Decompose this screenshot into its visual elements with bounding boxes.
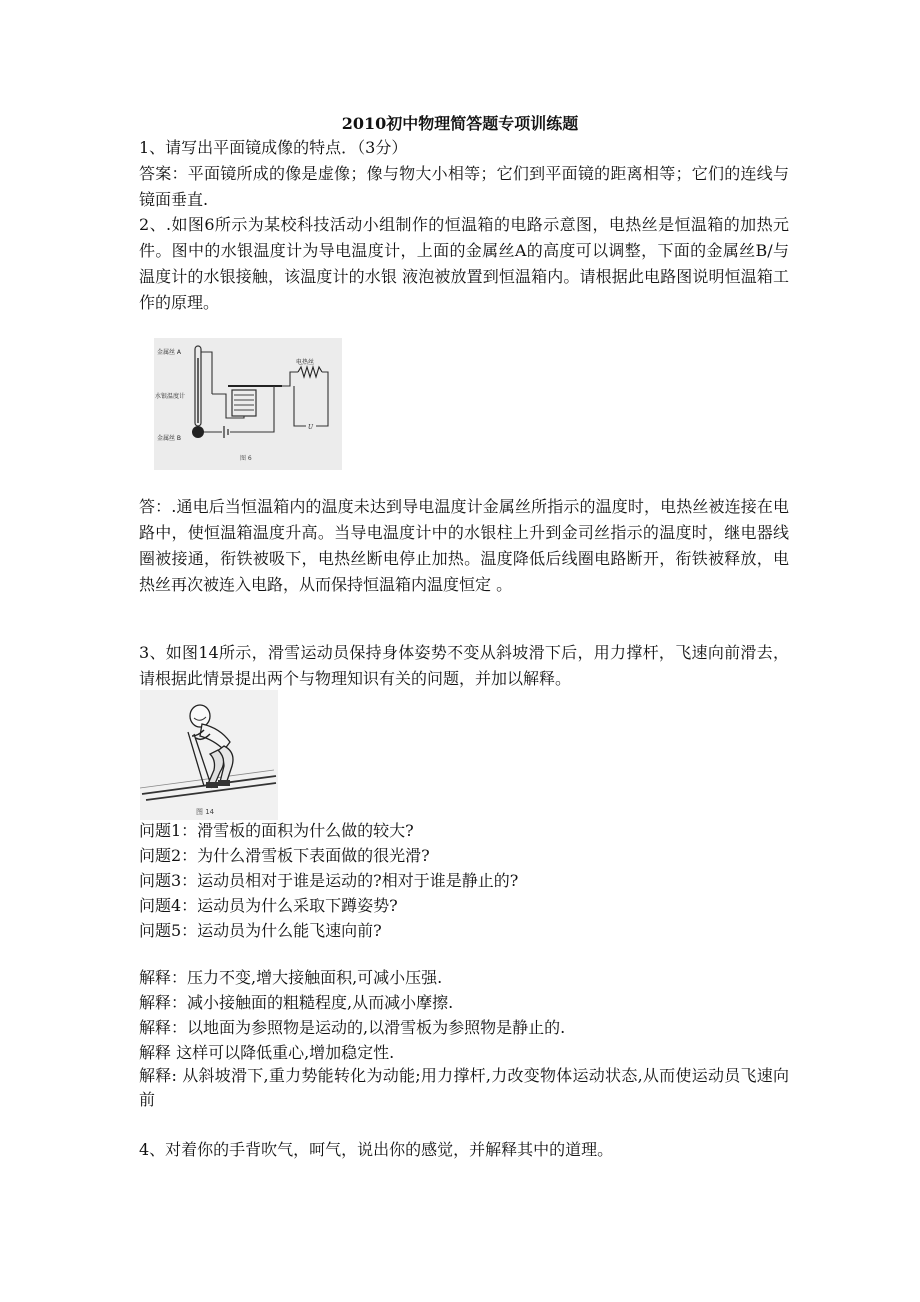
figure-6-label-u: U bbox=[308, 424, 314, 431]
q1-answer: 答案：平面镜所成的像是虚像；像与物大小相等；它们到平面镜的距离相等；它们的连线与镜面垂直. bbox=[139, 164, 789, 209]
q3-explanation-4: 解释 这样可以降低重心,增加稳定性. bbox=[139, 1043, 395, 1062]
q3-question-2: 问题2：为什么滑雪板下表面做的很光滑? bbox=[139, 846, 430, 865]
figure-6-label-thermometer: 水银温度计 bbox=[155, 393, 186, 400]
figure-6-label-a: 金属丝 A bbox=[157, 349, 182, 356]
q3-question-4: 问题4：运动员为什么采取下蹲姿势? bbox=[139, 896, 398, 915]
q3-question-1: 问题1：滑雪板的面积为什么做的较大? bbox=[139, 821, 414, 840]
q1-question: 1、请写出平面镜成像的特点．（3分） bbox=[139, 138, 408, 157]
figure-14-caption: 图 14 bbox=[196, 808, 215, 816]
q4-question: 4、对着你的手背吹气，呵气，说出你的感觉，并解释其中的道理。 bbox=[139, 1140, 614, 1159]
q3-question-5: 问题5：运动员为什么能飞速向前? bbox=[139, 921, 382, 940]
figure-6-circuit bbox=[154, 338, 342, 470]
figure-14-skier bbox=[140, 690, 278, 820]
document-title: 2010初中物理简答题专项训练题 bbox=[341, 114, 579, 133]
figure-6-label-heater: 电热丝 bbox=[296, 359, 315, 366]
q2-question: 2、.如图6所示为某校科技活动小组制作的恒温箱的电路示意图，电热丝是恒温箱的加热元件。图中的水银温度计为导电温度计，上面的金属丝A的高度可以调整，下面的金属丝B/与温度计的水银接触，该温度计的水银 液泡被放置到恒温箱内。请根据此电路图说明恒温箱工作的原理。 bbox=[139, 215, 789, 312]
q3-explanation-3: 解释：以地面为参照物是运动的,以滑雪板为参照物是静止的. bbox=[139, 1018, 566, 1037]
figure-6-label-b: 金属丝 B bbox=[157, 435, 182, 442]
q3-explanation-5: 解释: 从斜坡滑下,重力势能转化为动能;用力撑杆,力改变物体运动状态,从而使运动员飞速向前 bbox=[139, 1066, 789, 1109]
q3-question-3: 问题3：运动员相对于谁是运动的?相对于谁是静止的? bbox=[139, 871, 519, 890]
q3-explanation-2: 解释：减小接触面的粗糙程度,从而减小摩擦. bbox=[139, 993, 454, 1012]
q3-question: 3、如图14所示，滑雪运动员保持身体姿势不变从斜坡滑下后，用力撑杆，飞速向前滑去，请根据此情景提出两个与物理知识有关的问题，并加以解释。 bbox=[139, 643, 789, 688]
q3-explanation-1: 解释：压力不变,增大接触面积,可减小压强. bbox=[139, 968, 443, 987]
q2-answer: 答：.通电后当恒温箱内的温度未达到导电温度计金属丝所指示的温度时，电热丝被连接在电路中，使恒温箱温度升高。当导电温度计中的水银柱上升到金司丝指示的温度时，继电器线圈被接通，衔铁被吸下，电热丝断电停止加热。温度降低后线圈电路断开，衔铁被释放，电热丝再次被连入电路，从而保持恒温箱内温度恒定 。 bbox=[139, 497, 789, 594]
figure-6-caption: 图 6 bbox=[240, 455, 252, 462]
